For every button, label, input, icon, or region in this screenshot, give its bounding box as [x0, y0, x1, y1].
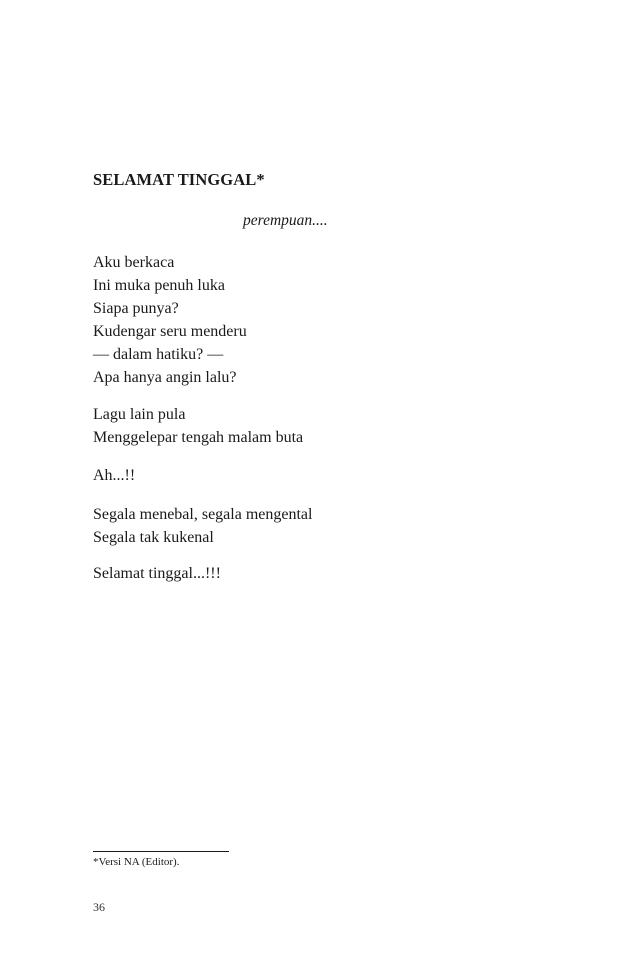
page-number: 36 — [93, 900, 105, 914]
stanza-6 — [93, 562, 221, 585]
poem-line: Selamat tinggal...!!! — [93, 565, 221, 582]
poem-line: Menggelepar tengah malam buta — [93, 429, 304, 446]
poem-line: Apa hanya angin lalu? — [93, 369, 237, 386]
stanza-4 — [93, 464, 135, 487]
poem-line: Segala menebal, segala mengental — [93, 506, 313, 523]
poem-dedication: perempuan.... — [243, 212, 328, 229]
poem-line: Lagu lain pula — [93, 406, 186, 423]
footnote-divider — [93, 851, 229, 852]
poem-line: Ini muka penuh luka — [93, 277, 225, 294]
poem-line: Kudengar seru menderu — [93, 323, 247, 340]
poem-line: — dalam hatiku? — — [93, 346, 224, 363]
poem-line: Segala tak kukenal — [93, 529, 214, 546]
poem-line: Aku berkaca — [93, 254, 175, 271]
poem-line: Ah...!! — [93, 467, 136, 484]
stanza-1 — [93, 251, 225, 320]
poem-line: Siapa punya? — [93, 300, 179, 317]
poem-title: SELAMAT TINGGAL* — [93, 170, 265, 189]
footnote-text: *Versi NA (Editor). — [93, 856, 180, 868]
stanza-5 — [93, 503, 312, 549]
stanza-2 — [93, 320, 247, 389]
stanza-3 — [93, 403, 303, 449]
